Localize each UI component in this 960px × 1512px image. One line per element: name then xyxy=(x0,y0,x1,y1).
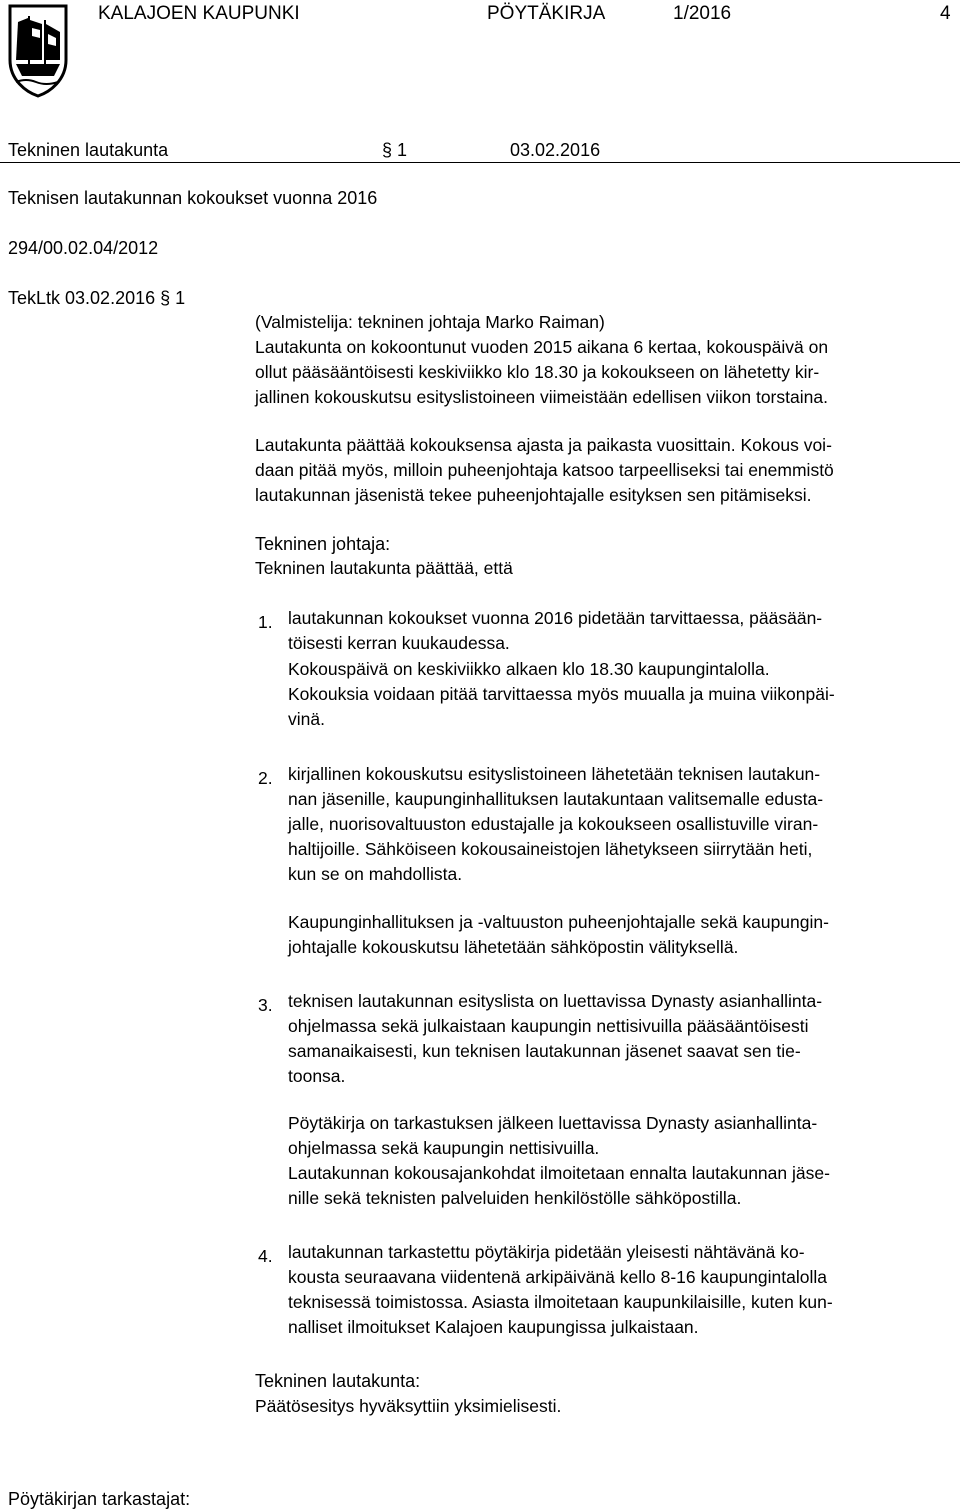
preparation-line: Lautakunta on kokoontunut vuoden 2015 aikana 6 kertaa, kokouspäivä on xyxy=(255,337,829,357)
diary-number: 294/00.02.04/2012 xyxy=(8,238,159,258)
item-line: kirjallinen kokouskutsu esityslistoineen lähetetään teknisen lautakun- xyxy=(288,764,821,784)
decision-heading: Tekninen lautakunta: xyxy=(255,1371,421,1391)
decision-text: Päätösesitys hyväksyttiin yksimielisesti. xyxy=(255,1396,562,1416)
preparation-line: jallinen kokouskutsu esityslistoineen viimeistään edellisen viikon torstaina. xyxy=(255,387,828,407)
item-extra-line: Lautakunnan kokousajankohdat ilmoitetaan ennalta lautakunnan jäse- xyxy=(288,1163,830,1183)
item-number: 2. xyxy=(258,768,273,788)
item-number: 3. xyxy=(258,995,273,1015)
item-number: 4. xyxy=(258,1246,273,1266)
meeting-body: Tekninen lautakunta xyxy=(8,140,169,160)
item-line: samanaikaisesti, kun teknisen lautakunnan jäsenet saavat sen tie- xyxy=(288,1041,801,1061)
item-line: Kokouksia voidaan pitää tarvittaessa myös muualla ja muina viikonpäi- xyxy=(288,684,835,704)
item-line: lautakunnan kokoukset vuonna 2016 pidetään tarvittaessa, pääsään- xyxy=(288,608,823,628)
previous-reference: TekLtk 03.02.2016 § 1 xyxy=(8,288,186,308)
preparation-paragraph-line: daan pitää myös, milloin puheenjohtaja katsoo tarpeelliseksi tai enemmistö xyxy=(255,460,834,480)
preparation-line: (Valmistelija: tekninen johtaja Marko Raiman) xyxy=(255,312,605,332)
item-line: nan jäsenille, kaupunginhallituksen lautakuntaan valitsemalle edusta- xyxy=(288,789,824,809)
preparation-line: ollut pääsääntöisesti keskiviikko klo 18.30 ja kokoukseen on lähetetty kir- xyxy=(255,362,820,382)
item-line: toonsa. xyxy=(288,1066,346,1086)
item-line: teknisen lautakunnan esityslista on luettavissa Dynasty asianhallinta- xyxy=(288,991,823,1011)
preparation-paragraph-line: lautakunnan jäsenistä tekee puheenjohtajalle esityksen sen pitämiseksi. xyxy=(255,485,812,505)
doc-type: PÖYTÄKIRJA xyxy=(487,3,606,24)
item-extra-line: nille sekä teknisten palveluiden henkilöstölle sähköpostilla. xyxy=(288,1188,742,1208)
header-divider xyxy=(0,162,960,163)
doc-number: 1/2016 xyxy=(673,3,732,24)
item-extra-line: Pöytäkirja on tarkastuksen jälkeen luettavissa Dynasty asianhallinta- xyxy=(288,1113,818,1133)
proposal-intro: Tekninen lautakunta päättää, että xyxy=(255,558,513,578)
item-line: Kokouspäivä on keskiviikko alkaen klo 18.30 kaupungintalolla. xyxy=(288,659,770,679)
meeting-date: 03.02.2016 xyxy=(510,140,601,160)
city-crest-logo xyxy=(6,2,70,98)
item-extra-line: johtajalle kokouskutsu lähetetään sähköpostin välityksellä. xyxy=(288,937,739,957)
minutes-checkers-label: Pöytäkirjan tarkastajat: xyxy=(8,1489,191,1509)
item-line: kousta seuraavana viidentenä arkipäivänä kello 8-16 kaupungintalolla xyxy=(288,1267,827,1287)
item-extra-line: Kaupunginhallituksen ja -valtuuston puheenjohtajalle sekä kaupungin- xyxy=(288,912,829,932)
item-line: kun se on mahdollista. xyxy=(288,864,463,884)
item-line: jalle, nuorisovaltuuston edustajalle ja kokoukseen osallistuville viran- xyxy=(288,814,819,834)
item-line: haltijoille. Sähköiseen kokousaineistojen lähetykseen siirrytään heti, xyxy=(288,839,813,859)
matter-title: Teknisen lautakunnan kokoukset vuonna 2016 xyxy=(8,188,378,208)
proposal-heading: Tekninen johtaja: xyxy=(255,534,391,554)
item-line: teknisessä toimistossa. Asiasta ilmoitetaan kaupunkilaisille, kuten kun- xyxy=(288,1292,833,1312)
org-name: KALAJOEN KAUPUNKI xyxy=(98,3,300,24)
item-number: 1. xyxy=(258,612,273,632)
page-number: 4 xyxy=(940,3,951,24)
item-extra-line: ohjelmassa sekä kaupungin nettisivuilla. xyxy=(288,1138,600,1158)
item-line: töisesti kerran kuukaudessa. xyxy=(288,633,510,653)
item-line: nalliset ilmoitukset Kalajoen kaupungissa julkaistaan. xyxy=(288,1317,699,1337)
item-line: vinä. xyxy=(288,709,325,729)
item-line: lautakunnan tarkastettu pöytäkirja pidetään yleisesti nähtävänä ko- xyxy=(288,1242,805,1262)
section-number: § 1 xyxy=(382,140,408,160)
preparation-paragraph-line: Lautakunta päättää kokouksensa ajasta ja paikasta vuosittain. Kokous voi- xyxy=(255,435,832,455)
item-line: ohjelmassa sekä julkaistaan kaupungin nettisivuilla pääsääntöisesti xyxy=(288,1016,809,1036)
